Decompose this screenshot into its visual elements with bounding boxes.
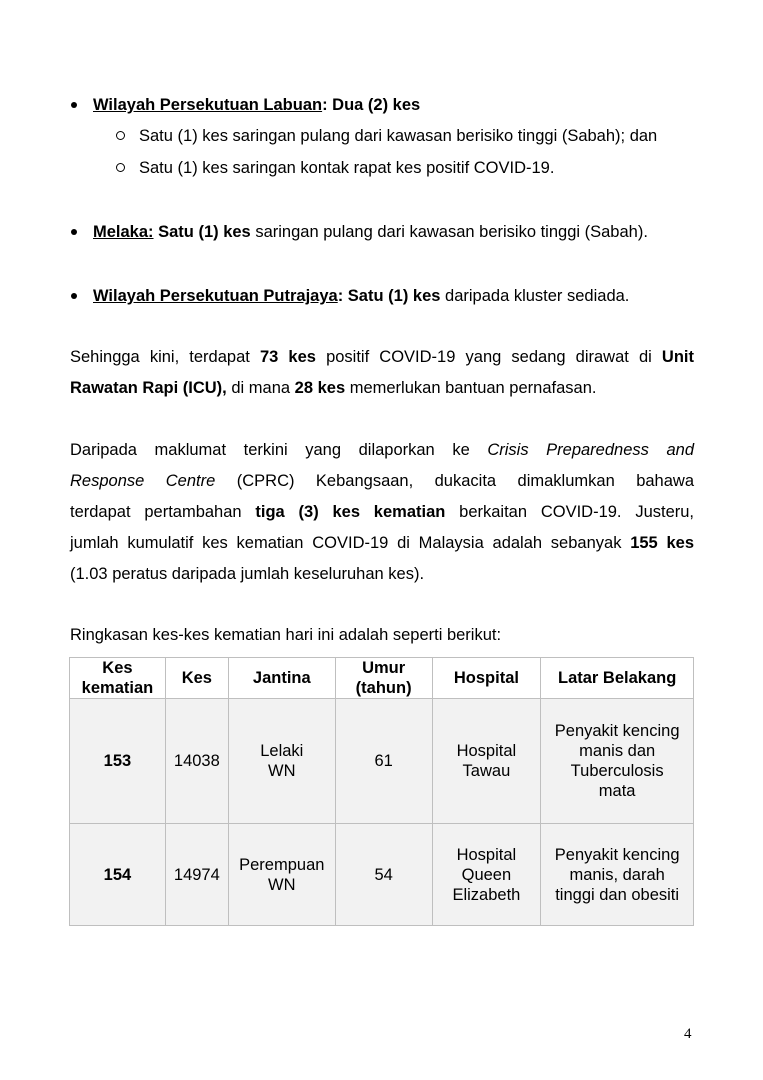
bullet-dot [71, 293, 77, 299]
death-text: Daripada maklumat terkini yang dilaporkan ke [70, 441, 488, 459]
new-deaths: tiga (3) kes kematian [255, 503, 446, 521]
bullet-melaka [93, 221, 648, 243]
header-gender: Jantina [228, 658, 335, 699]
cell-hospital [432, 824, 541, 926]
labuan-count: Dua (2) kes [327, 96, 421, 114]
cell-text: Tawau [462, 762, 511, 780]
cell-text: Hospital [456, 845, 517, 864]
cell-text: Tuberculosis [570, 762, 664, 780]
death-paragraph-line-1 [70, 439, 694, 461]
icu-unit: Unit [661, 348, 694, 366]
cell-text: Elizabeth [452, 885, 521, 904]
putrajaya-colon: : [337, 287, 344, 305]
cell-hospital [432, 699, 541, 824]
cell-text: tinggi dan obesiti [555, 885, 680, 904]
labuan-colon: : [322, 96, 328, 114]
table-row [70, 699, 694, 824]
header-text: kematian [81, 679, 154, 697]
cell-text: manis dan [579, 742, 656, 760]
bullet-putrajaya [93, 285, 629, 307]
header-death-no [70, 658, 166, 699]
cell-case: 14974 [165, 824, 228, 926]
icu-paragraph-line-2 [70, 377, 694, 399]
table-header-row [70, 658, 694, 699]
cell-text: Hospital [456, 742, 517, 760]
putrajaya-count: Satu (1) kes [343, 287, 441, 305]
putrajaya-place: Wilayah Persekutuan Putrajaya [93, 287, 338, 305]
death-paragraph-line-3 [70, 501, 694, 523]
icu-text: memerlukan bantuan pernafasan. [345, 379, 597, 397]
sub-bullet-circle [116, 163, 125, 172]
icu-paragraph-line-1 [70, 346, 694, 368]
cell-death-no: 153 [70, 699, 166, 824]
header-hospital: Hospital [432, 658, 541, 699]
cell-age: 54 [335, 824, 432, 926]
icu-text: positif COVID-19 yang sedang dirawat di [315, 348, 662, 366]
death-paragraph-line-5: (1.03 peratus daripada jumlah keseluruhan kes). [70, 565, 425, 583]
putrajaya-rest: daripada kluster sediada. [440, 287, 630, 305]
death-paragraph-line-4 [70, 532, 694, 554]
cell-age: 61 [335, 699, 432, 824]
cell-text: WN [268, 875, 296, 894]
header-case: Kes [165, 658, 228, 699]
death-text: berkaitan COVID-19. Justeru, [445, 503, 695, 521]
cprc-name: Crisis Preparedness and [487, 441, 694, 459]
death-summary-table [69, 657, 694, 926]
death-text: terdapat pertambahan [70, 503, 256, 521]
table-row [70, 824, 694, 926]
cprc-name: Response Centre [70, 472, 216, 490]
melaka-rest: saringan pulang dari kawasan berisiko tinggi (Sabah). [250, 223, 648, 241]
sub-bullet-circle [116, 131, 125, 140]
cell-text: Queen [461, 865, 512, 884]
cell-text: manis, darah [569, 865, 665, 884]
cell-text: Perempuan [239, 855, 325, 874]
cell-background [541, 699, 694, 824]
bullet-labuan [93, 94, 420, 116]
labuan-place: Wilayah Persekutuan Labuan [93, 96, 323, 114]
bullet-dot [71, 229, 77, 235]
cell-background [541, 824, 694, 926]
cell-text: WN [268, 762, 296, 780]
cell-gender [228, 699, 335, 824]
death-paragraph-line-2 [70, 470, 694, 492]
header-background: Latar Belakang [541, 658, 694, 699]
page-number: 4 [684, 1026, 692, 1042]
labuan-sub-2: Satu (1) kes saringan kontak rapat kes positif COVID-19. [139, 159, 555, 177]
cell-text: Lelaki [260, 742, 304, 760]
icu-unit: Rawatan Rapi (ICU), [70, 379, 227, 397]
total-deaths: 155 kes [630, 534, 694, 552]
labuan-sub-1: Satu (1) kes saringan pulang dari kawasan berisiko tinggi (Sabah); dan [139, 127, 658, 145]
ventilator-count: 28 kes [294, 379, 346, 397]
death-text: jumlah kumulatif kes kematian COVID-19 di Malaysia adalah sebanyak [70, 534, 631, 552]
cell-text: Penyakit kencing [554, 845, 680, 864]
header-text: Kes [102, 659, 133, 677]
cell-text: mata [598, 782, 636, 800]
cell-death-no: 154 [70, 824, 166, 926]
icu-text: di mana [226, 379, 295, 397]
cell-case: 14038 [165, 699, 228, 824]
table-intro: Ringkasan kes-kes kematian hari ini adalah seperti berikut: [70, 626, 502, 644]
melaka-place: Melaka: [93, 223, 154, 241]
cell-gender [228, 824, 335, 926]
header-text: Umur [362, 659, 406, 677]
cell-text: Penyakit kencing [554, 722, 680, 740]
bullet-dot [71, 102, 77, 108]
header-age [335, 658, 432, 699]
death-text: (CPRC) Kebangsaan, dukacita dimaklumkan bahawa [215, 472, 694, 490]
header-text: (tahun) [355, 679, 412, 697]
melaka-count: Satu (1) kes [153, 223, 251, 241]
icu-count: 73 kes [259, 348, 316, 366]
icu-text: Sehingga kini, terdapat [70, 348, 260, 366]
